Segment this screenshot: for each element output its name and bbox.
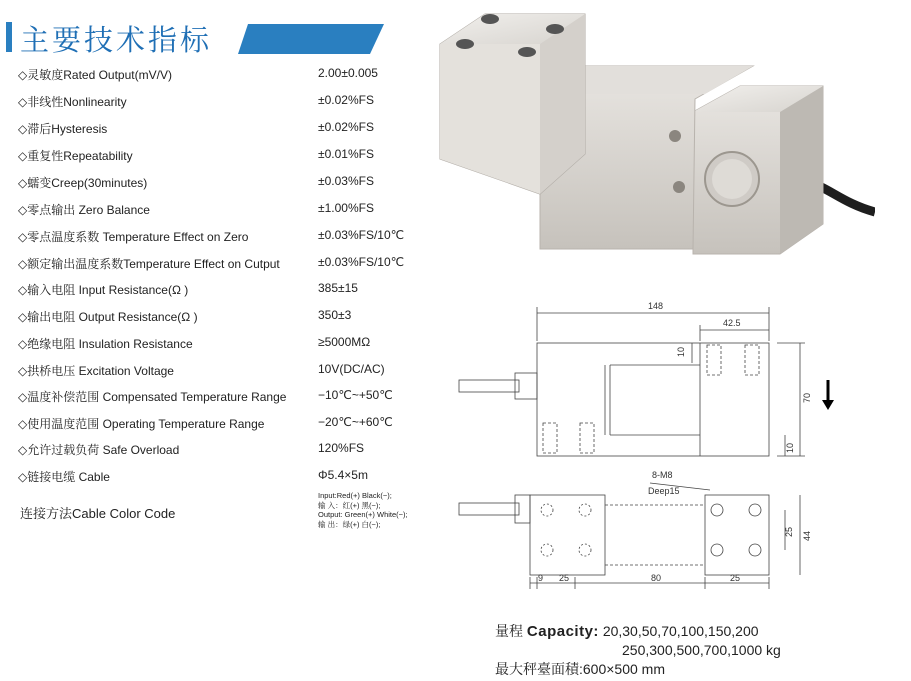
- platform-label: 最大秤臺面積: [495, 661, 579, 677]
- spec-row: [18, 228, 438, 248]
- spec-value: ±1.00%FS: [318, 201, 374, 215]
- dim-label: 80: [651, 573, 662, 583]
- dim-label: 9: [538, 573, 544, 583]
- cable-line: Output: Green(+) White(−);: [318, 510, 408, 519]
- spec-value: 385±15: [318, 281, 358, 295]
- spec-value: Φ5.4×5m: [318, 468, 368, 482]
- title-decoration: [238, 24, 384, 54]
- spec-row: [18, 308, 438, 328]
- spec-row: [18, 415, 438, 435]
- spec-row: [18, 441, 438, 461]
- spec-value: ±0.03%FS: [318, 174, 374, 188]
- spec-value: ±0.01%FS: [318, 147, 374, 161]
- capacity-prefix: 量程: [495, 623, 527, 639]
- spec-label: ◇链接电缆 Cable: [18, 470, 110, 484]
- spec-row: [18, 66, 438, 86]
- spec-label: ◇允许过载负荷 Safe Overload: [18, 443, 180, 457]
- dim-label: 25: [559, 573, 570, 583]
- spec-row: [18, 255, 438, 275]
- capacity-line-1: [495, 622, 781, 641]
- page-title: 主要技术指标: [20, 23, 213, 57]
- spec-label: ◇输入电阻 Input Resistance(Ω ): [18, 283, 189, 297]
- platform-value: :600×500 mm: [579, 661, 665, 677]
- spec-label: ◇使用温度范围 Operating Temperature Range: [18, 417, 265, 431]
- spec-value: ±0.02%FS: [318, 93, 374, 107]
- title-accent-bar: [6, 22, 12, 52]
- capacity-values-1: 20,30,50,70,100,150,200: [602, 623, 759, 639]
- spec-value: 120%FS: [318, 441, 365, 455]
- spec-value: ±0.03%FS/10℃: [318, 228, 405, 242]
- spec-label: ◇温度补偿范围 Compensated Temperature Range: [18, 390, 287, 404]
- spec-row: [18, 362, 438, 382]
- cable-line: Input:Red(+) Black(−);: [318, 491, 392, 500]
- cable-color-code-title: 连接方法Cable Color Code: [20, 506, 176, 521]
- spec-value: 350±3: [318, 308, 352, 322]
- spec-label: ◇绝缘电阻 Insulation Resistance: [18, 337, 193, 351]
- spec-label: ◇灵敏度Rated Output(mV/V): [18, 68, 172, 82]
- spec-label: ◇额定输出温度系数Temperature Effect on Cutput: [18, 257, 280, 271]
- spec-value: ≥5000MΩ: [318, 335, 371, 349]
- spec-row: [18, 147, 438, 167]
- spec-row: [18, 388, 438, 408]
- spec-row: [18, 93, 438, 113]
- dim-label: 25: [784, 526, 794, 537]
- dim-label: 70: [802, 392, 812, 403]
- spec-label: ◇非线性Nonlinearity: [18, 95, 127, 109]
- spec-value: 10V(DC/AC): [318, 362, 385, 376]
- hole-depth-label: Deep15: [648, 486, 680, 496]
- dim-label: 10: [676, 346, 686, 357]
- spec-value: −10℃~+50℃: [318, 388, 393, 402]
- spec-label: ◇拱桥电压 Excitation Voltage: [18, 364, 174, 378]
- spec-value: 2.00±0.005: [318, 66, 378, 80]
- spec-row: [18, 201, 438, 221]
- cable-color-code: [318, 491, 408, 529]
- spec-row: [18, 335, 438, 355]
- spec-label: ◇滞后Hysteresis: [18, 122, 108, 136]
- spec-row: [18, 468, 438, 488]
- dim-label: 44: [802, 530, 812, 541]
- spec-value: −20℃~+60℃: [318, 415, 393, 429]
- spec-label: ◇重复性Repeatability: [18, 149, 133, 163]
- dim-label: 25: [730, 573, 741, 583]
- spec-label: ◇零点温度系数 Temperature Effect on Zero: [18, 230, 249, 244]
- hole-label: 8-M8: [652, 470, 673, 480]
- dim-label: 148: [648, 301, 664, 311]
- capacity-values-2: 250,300,500,700,1000 kg: [622, 642, 781, 658]
- spec-label: ◇输出电阻 Output Resistance(Ω ): [18, 310, 198, 324]
- dim-label: 42.5: [723, 318, 741, 328]
- load-cell-photo: [435, 4, 875, 274]
- spec-label: ◇零点输出 Zero Balance: [18, 203, 150, 217]
- platform-line: [495, 660, 781, 679]
- cable-line: 输 入：红(+) 黑(−);: [318, 500, 381, 510]
- capacity-label: Capacity:: [526, 623, 599, 640]
- capacity-block: [495, 622, 781, 679]
- spec-row: [18, 174, 438, 194]
- spec-row: [18, 281, 438, 301]
- spec-label: ◇蠕变Creep(30minutes): [18, 176, 148, 190]
- spec-value: ±0.02%FS: [318, 120, 374, 134]
- spec-value: ±0.03%FS/10℃: [318, 255, 405, 269]
- dimension-drawing: [455, 295, 835, 595]
- dim-label: 10: [785, 442, 795, 453]
- cable-line: 输 出：绿(+) 白(−);: [318, 519, 381, 529]
- spec-row: [18, 120, 438, 140]
